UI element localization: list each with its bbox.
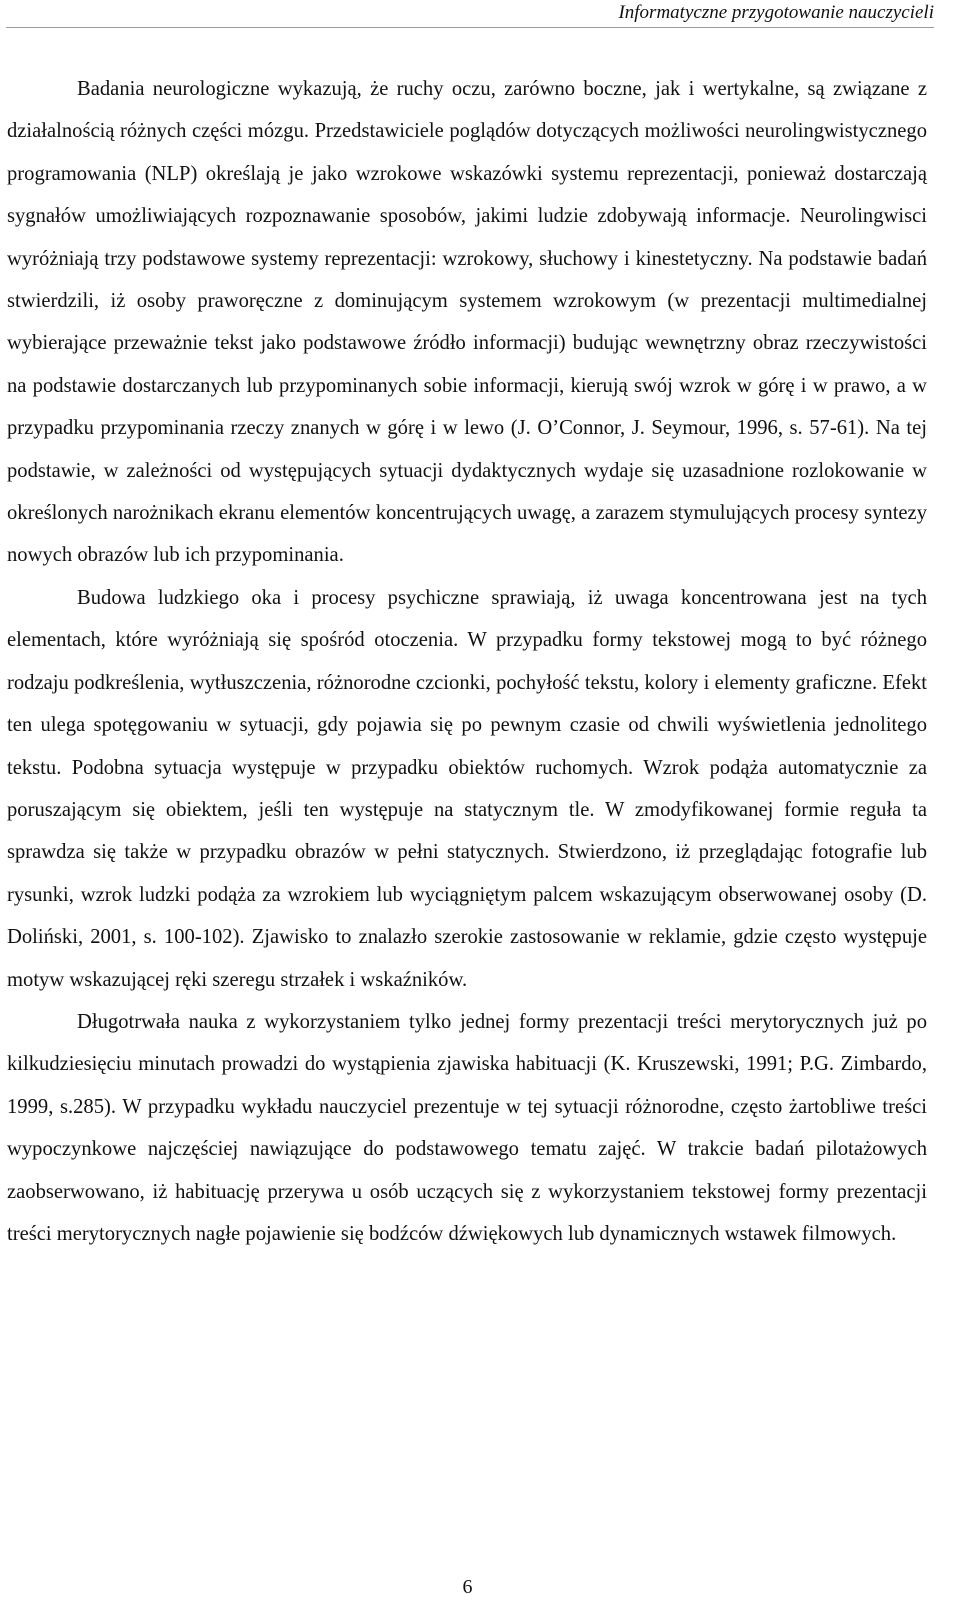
header-divider [6,27,934,28]
running-header: Informatyczne przygotowanie nauczycieli [618,2,934,23]
page-body [7,68,927,1255]
paragraph-1: Badania neurologiczne wykazują, że ruchy oczu, zarówno boczne, jak i wertykalne, są związane z działalnością różnych części mózgu. Przedstawiciele poglądów dotyczących możliwości neurolingwistycznego programowania (NLP) określają je jako wzrokowe wskazówki systemu reprezentacji, ponieważ dostarczają sygnałów umożliwiających rozpoznawanie sposobów, jakimi ludzie zdobywają informacje. Neurolingwisci wyróżniają trzy podstawowe systemy reprezentacji: wzrokowy, słuchowy i kinestetyczny. Na podstawie badań stwierdzili, iż osoby praworęczne z dominującym systemem wzrokowym (w prezentacji multimedialnej wybierające przeważnie tekst jako podstawowe źródło informacji) budując wewnętrzny obraz rzeczywistości na podstawie dostarczanych lub przypominanych sobie informacji, kierują swój wzrok w górę i w prawo, a w przypadku przypominania rzeczy znanych w górę i w lewo (J. O’Connor, J. Seymour, 1996, s. 57-61). Na tej podstawie, w zależności od występujących sytuacji dydaktycznych wydaje się uzasadnione rozlokowanie w określonych narożnikach ekranu elementów koncentrujących uwagę, a zarazem stymulujących procesy syntezy nowych obrazów lub ich przypominania. [7,78,927,567]
paragraph-3: Długotrwała nauka z wykorzystaniem tylko jednej formy prezentacji treści merytorycznych już po kilkudziesięciu minutach prowadzi do wystąpienia zjawiska habituacji (K. Kruszewski, 1991; P.G. Zimbardo, 1999, s.285). W przypadku wykładu nauczyciel prezentuje w tej sytuacji różnorodne, często żartobliwe treści wypoczynkowe najczęściej nawiązujące do podstawowego tematu zajęć. W trakcie badań pilotażowych zaobserwowano, iż habituację przerywa u osób uczących się z wykorzystaniem tekstowej formy prezentacji treści merytorycznych nagłe pojawienie się bodźców dźwiękowych lub dynamicznych wstawek filmowych. [7,1010,927,1245]
paragraph-2: Budowa ludzkiego oka i procesy psychiczne sprawiają, iż uwaga koncentrowana jest na tych elementach, które wyróżniają się spośród otoczenia. W przypadku formy tekstowej mogą to być różnego rodzaju podkreślenia, wytłuszczenia, różnorodne czcionki, pochyłość tekstu, kolory i elementy graficzne. Efekt ten ulega spotęgowaniu w sytuacji, gdy pojawia się po pewnym czasie od chwili wyświetlenia jednolitego tekstu. Podobna sytuacja występuje w przypadku obiektów ruchomych. Wzrok podąża automatycznie za poruszającym się obiektem, jeśli ten występuje na statycznym tle. W zmodyfikowanej formie reguła ta sprawdza się także w przypadku obrazów w pełni statycznych. Stwierdzono, iż przeglądając fotografie lub rysunki, wzrok ludzki podąża za wzrokiem lub wyciągniętym palcem wskazującym obserwowanej osoby (D. Doliński, 2001, s. 100-102). Zjawisko to znalazło szerokie zastosowanie w reklamie, gdzie często występuje motyw wskazującej ręki szeregu strzałek i wskaźników. [7,586,927,991]
page-number: 6 [462,1576,473,1598]
